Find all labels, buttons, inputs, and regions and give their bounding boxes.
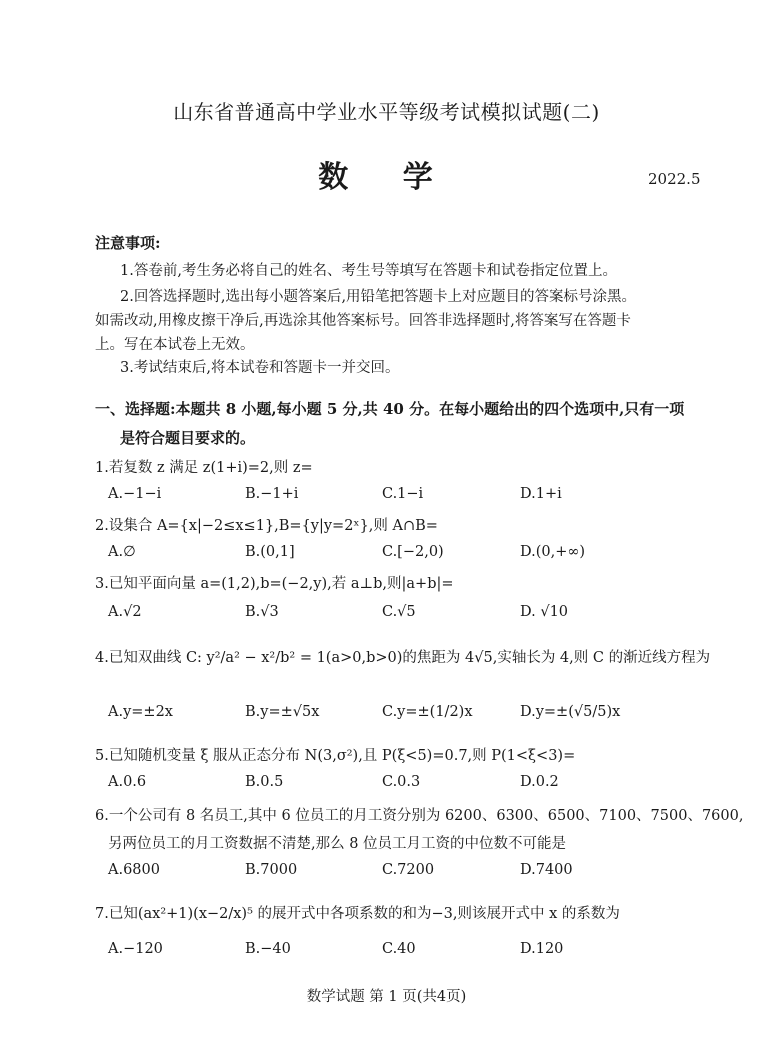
option-a: A.y=±2x — [108, 704, 173, 720]
option-b: B.√3 — [245, 604, 279, 620]
question-stem: 2.设集合 A={x|−2≤x≤1},B={y|y=2ˣ},则 A∩B= — [95, 518, 438, 534]
option-c: C.7200 — [382, 862, 435, 878]
option-c: C.40 — [382, 941, 416, 957]
option-b: B.(0,1] — [245, 544, 295, 560]
subject-title: 数 学 — [318, 160, 455, 195]
question-stem: 5.已知随机变量 ξ 服从正态分布 N(3,σ²),且 P(ξ<5)=0.7,则 P(1<ξ<3)= — [95, 748, 576, 764]
option-c: C.0.3 — [382, 774, 421, 790]
notice-item: 1.答卷前,考生务必将自己的姓名、考生号等填写在答题卡和试卷指定位置上。 — [120, 263, 617, 279]
option-a: A.∅ — [108, 544, 136, 560]
option-c: C.[−2,0) — [382, 544, 444, 560]
exam-title: 山东省普通高中学业水平等级考试模拟试题(二) — [173, 100, 600, 124]
option-a: A.−1−i — [108, 486, 162, 502]
exam-date: 2022.5 — [648, 170, 701, 188]
option-d: D.1+i — [520, 486, 562, 502]
notice-item: 3.考试结束后,将本试卷和答题卡一并交回。 — [120, 360, 400, 376]
question-stem: 另两位员工的月工资数据不清楚,那么 8 位员工月工资的中位数不可能是 — [108, 836, 567, 852]
option-c: C.y=±(1/2)x — [382, 704, 473, 720]
option-d: D.7400 — [520, 862, 573, 878]
option-d: D. √10 — [520, 604, 569, 620]
option-d: D.(0,+∞) — [520, 544, 586, 560]
notice-item: 如需改动,用橡皮擦干净后,再选涂其他答案标号。回答非选择题时,将答案写在答题卡 — [95, 313, 631, 329]
option-a: A.−120 — [108, 941, 163, 957]
section-heading: 一、选择题:本题共 8 小题,每小题 5 分,共 40 分。在每小题给出的四个选项中,只有一项 — [95, 400, 685, 418]
question-stem: 4.已知双曲线 C: y²/a² − x²/b² = 1(a>0,b>0)的焦距为 4√5,实轴长为 4,则 C 的渐近线方程为 — [95, 650, 711, 666]
question-stem: 3.已知平面向量 a=(1,2),b=(−2,y),若 a⊥b,则|a+b|= — [95, 576, 454, 592]
question-stem: 1.若复数 z 满足 z(1+i)=2,则 z= — [95, 460, 313, 476]
notice-item: 上。写在本试卷上无效。 — [95, 337, 255, 353]
option-d: D.y=±(√5/5)x — [520, 704, 621, 720]
section-heading: 是符合题目要求的。 — [120, 429, 256, 447]
notice-item: 2.回答选择题时,选出每小题答案后,用铅笔把答题卡上对应题目的答案标号涂黑。 — [120, 289, 637, 305]
option-a: A.√2 — [108, 604, 142, 620]
question-stem: 6.一个公司有 8 名员工,其中 6 位员工的月工资分别为 6200、6300、6500、7100、7500、7600, — [95, 808, 744, 824]
option-c: C.1−i — [382, 486, 424, 502]
option-b: B.y=±√5x — [245, 704, 320, 720]
option-b: B.0.5 — [245, 774, 284, 790]
option-a: A.6800 — [108, 862, 160, 878]
option-d: D.0.2 — [520, 774, 559, 790]
option-d: D.120 — [520, 941, 564, 957]
option-a: A.0.6 — [108, 774, 147, 790]
notice-heading: 注意事项: — [95, 234, 161, 252]
option-b: B.7000 — [245, 862, 298, 878]
option-b: B.−40 — [245, 941, 291, 957]
page-footer: 数学试题 第 1 页(共4页) — [306, 989, 467, 1005]
option-b: B.−1+i — [245, 486, 299, 502]
option-c: C.√5 — [382, 604, 416, 620]
question-stem: 7.已知(ax²+1)(x−2/x)⁵ 的展开式中各项系数的和为−3,则该展开式中 x 的系数为 — [95, 906, 620, 922]
